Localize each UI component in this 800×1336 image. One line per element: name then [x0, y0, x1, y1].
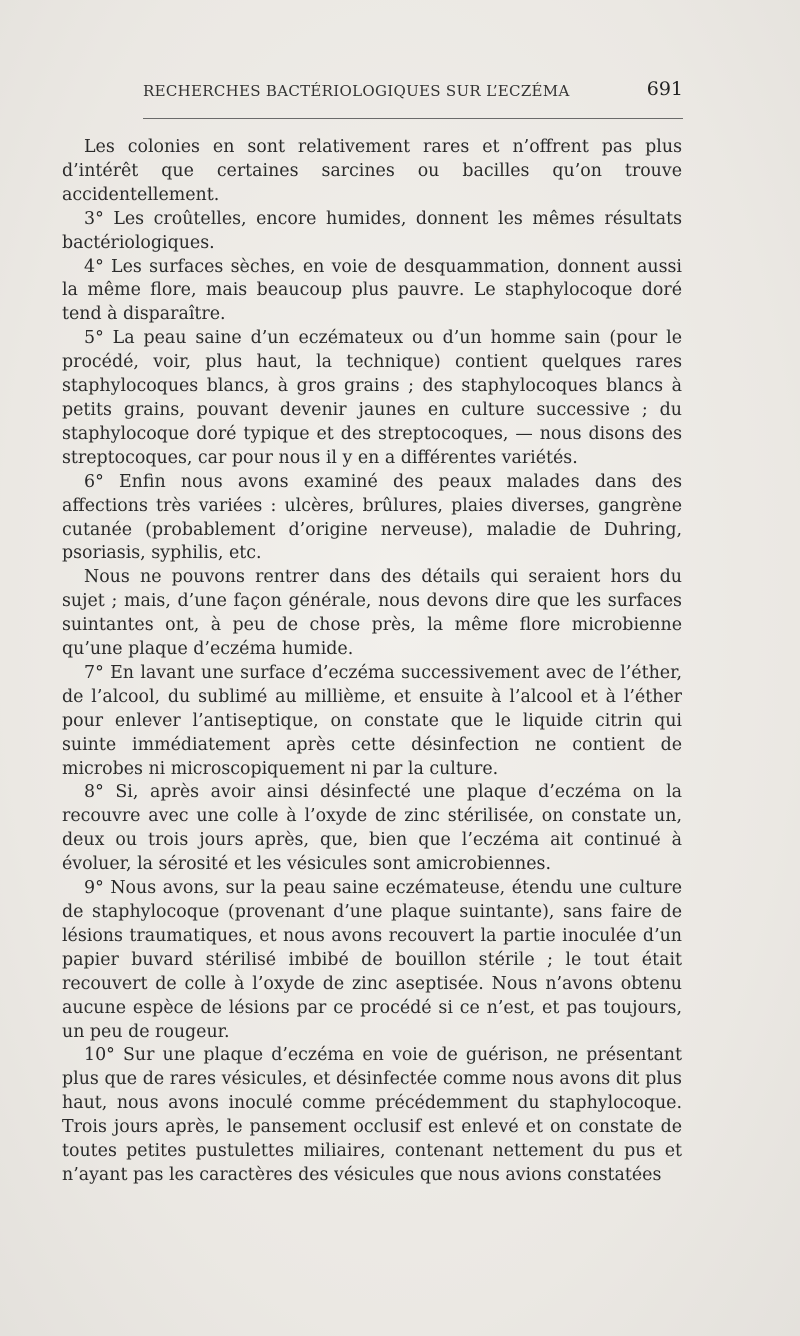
paragraph-7-lavage: 7° En lavant une surface d’eczéma successivement avec de l’éther, de l’alcool, du sublimé au millième, et ensuite à l’alcool et à l’éther pour enlever l’antiseptique, on constate que le liquide citrin qui suinte immédiatement après cette désinfection ne contient de microbes ni microscopiquement ni par la culture. [62, 662, 682, 779]
paragraph-6-peaux-malades: 6° Enfin nous avons examiné des peaux malades dans des affections très variées : ulcères, brûlures, plaies diverses, gangrène cutanée (probablement d’origine nerveuse), maladie de Duhring, psoriasis, syphilis, etc. [62, 471, 682, 564]
page-header [143, 78, 683, 104]
paragraph-3-croutelles: 3° Les croûtelles, encore humides, donnent les mêmes résultats bactériologiques. [62, 208, 682, 253]
paragraph-5-peau-saine: 5° La peau saine d’un eczémateux ou d’un homme sain (pour le procédé, voir, plus haut, la technique) contient quelques rares staphylocoques blancs, à gros grains ; des staphylocoques blancs à petits grains, pouvant devenir jaunes en culture successive ; du staphylocoque doré typique et des streptocoques, — nous disons des streptocoques, car pour nous il y en a différentes variétés. [62, 328, 682, 468]
paragraph-4-surfaces-seches: 4° Les surfaces sèches, en voie de desquammation, donnent aussi la même flore, mais beaucoup plus pauvre. Le staphylocoque doré tend à disparaître. [62, 256, 682, 325]
page-number: 691 [646, 78, 683, 100]
header-rule [143, 118, 683, 119]
body-text [62, 136, 682, 1188]
paragraph-10-guerison: 10° Sur une plaque d’eczéma en voie de guérison, ne présentant plus que de rares vésicules, et désinfectée comme nous avons dit plus haut, nous avons inoculé comme précédemment du staphylocoque. Trois jours après, le pansement occlusif est enlevé et on constate de toutes petites pustulettes miliaires, contenant nettement du pus et n’ayant pas les caractères des vésicules que nous avions constatées [62, 1045, 682, 1185]
paragraph-surfaces-suintantes: Nous ne pouvons rentrer dans des détails qui seraient hors du sujet ; mais, d’une façon générale, nous devons dire que les surfaces suintantes ont, à peu de chose près, la même flore microbienne qu’une plaque d’eczéma humide. [62, 567, 682, 660]
paragraph-8-colle-zinc: 8° Si, après avoir ainsi désinfecté une plaque d’eczéma on la recouvre avec une colle à l’oxyde de zinc stérilisée, on constate un, deux ou trois jours après, que, bien que l’eczéma ait continué à évoluer, la sérosité et les vésicules sont amicrobiennes. [62, 782, 682, 875]
running-title: RECHERCHES BACTÉRIOLOGIQUES SUR L’ECZÉMA [143, 82, 570, 100]
paragraph-colonies: Les colonies en sont relativement rares et n’offrent pas plus d’intérêt que certaines sarcines ou bacilles qu’on trouve accidentellement. [62, 137, 682, 205]
paragraph-9-culture: 9° Nous avons, sur la peau saine eczémateuse, étendu une culture de staphylocoque (provenant d’une plaque suintante), sans faire de lésions traumatiques, et nous avons recouvert la partie inoculée d’un papier buvard stérilisé imbibé de bouillon stérile ; le tout était recouvert de colle à l’oxyde de zinc aseptisée. Nous n’avons obtenu aucune espèce de lésions par ce procédé si ce n’est, et pas toujours, un peu de rougeur. [62, 878, 682, 1042]
